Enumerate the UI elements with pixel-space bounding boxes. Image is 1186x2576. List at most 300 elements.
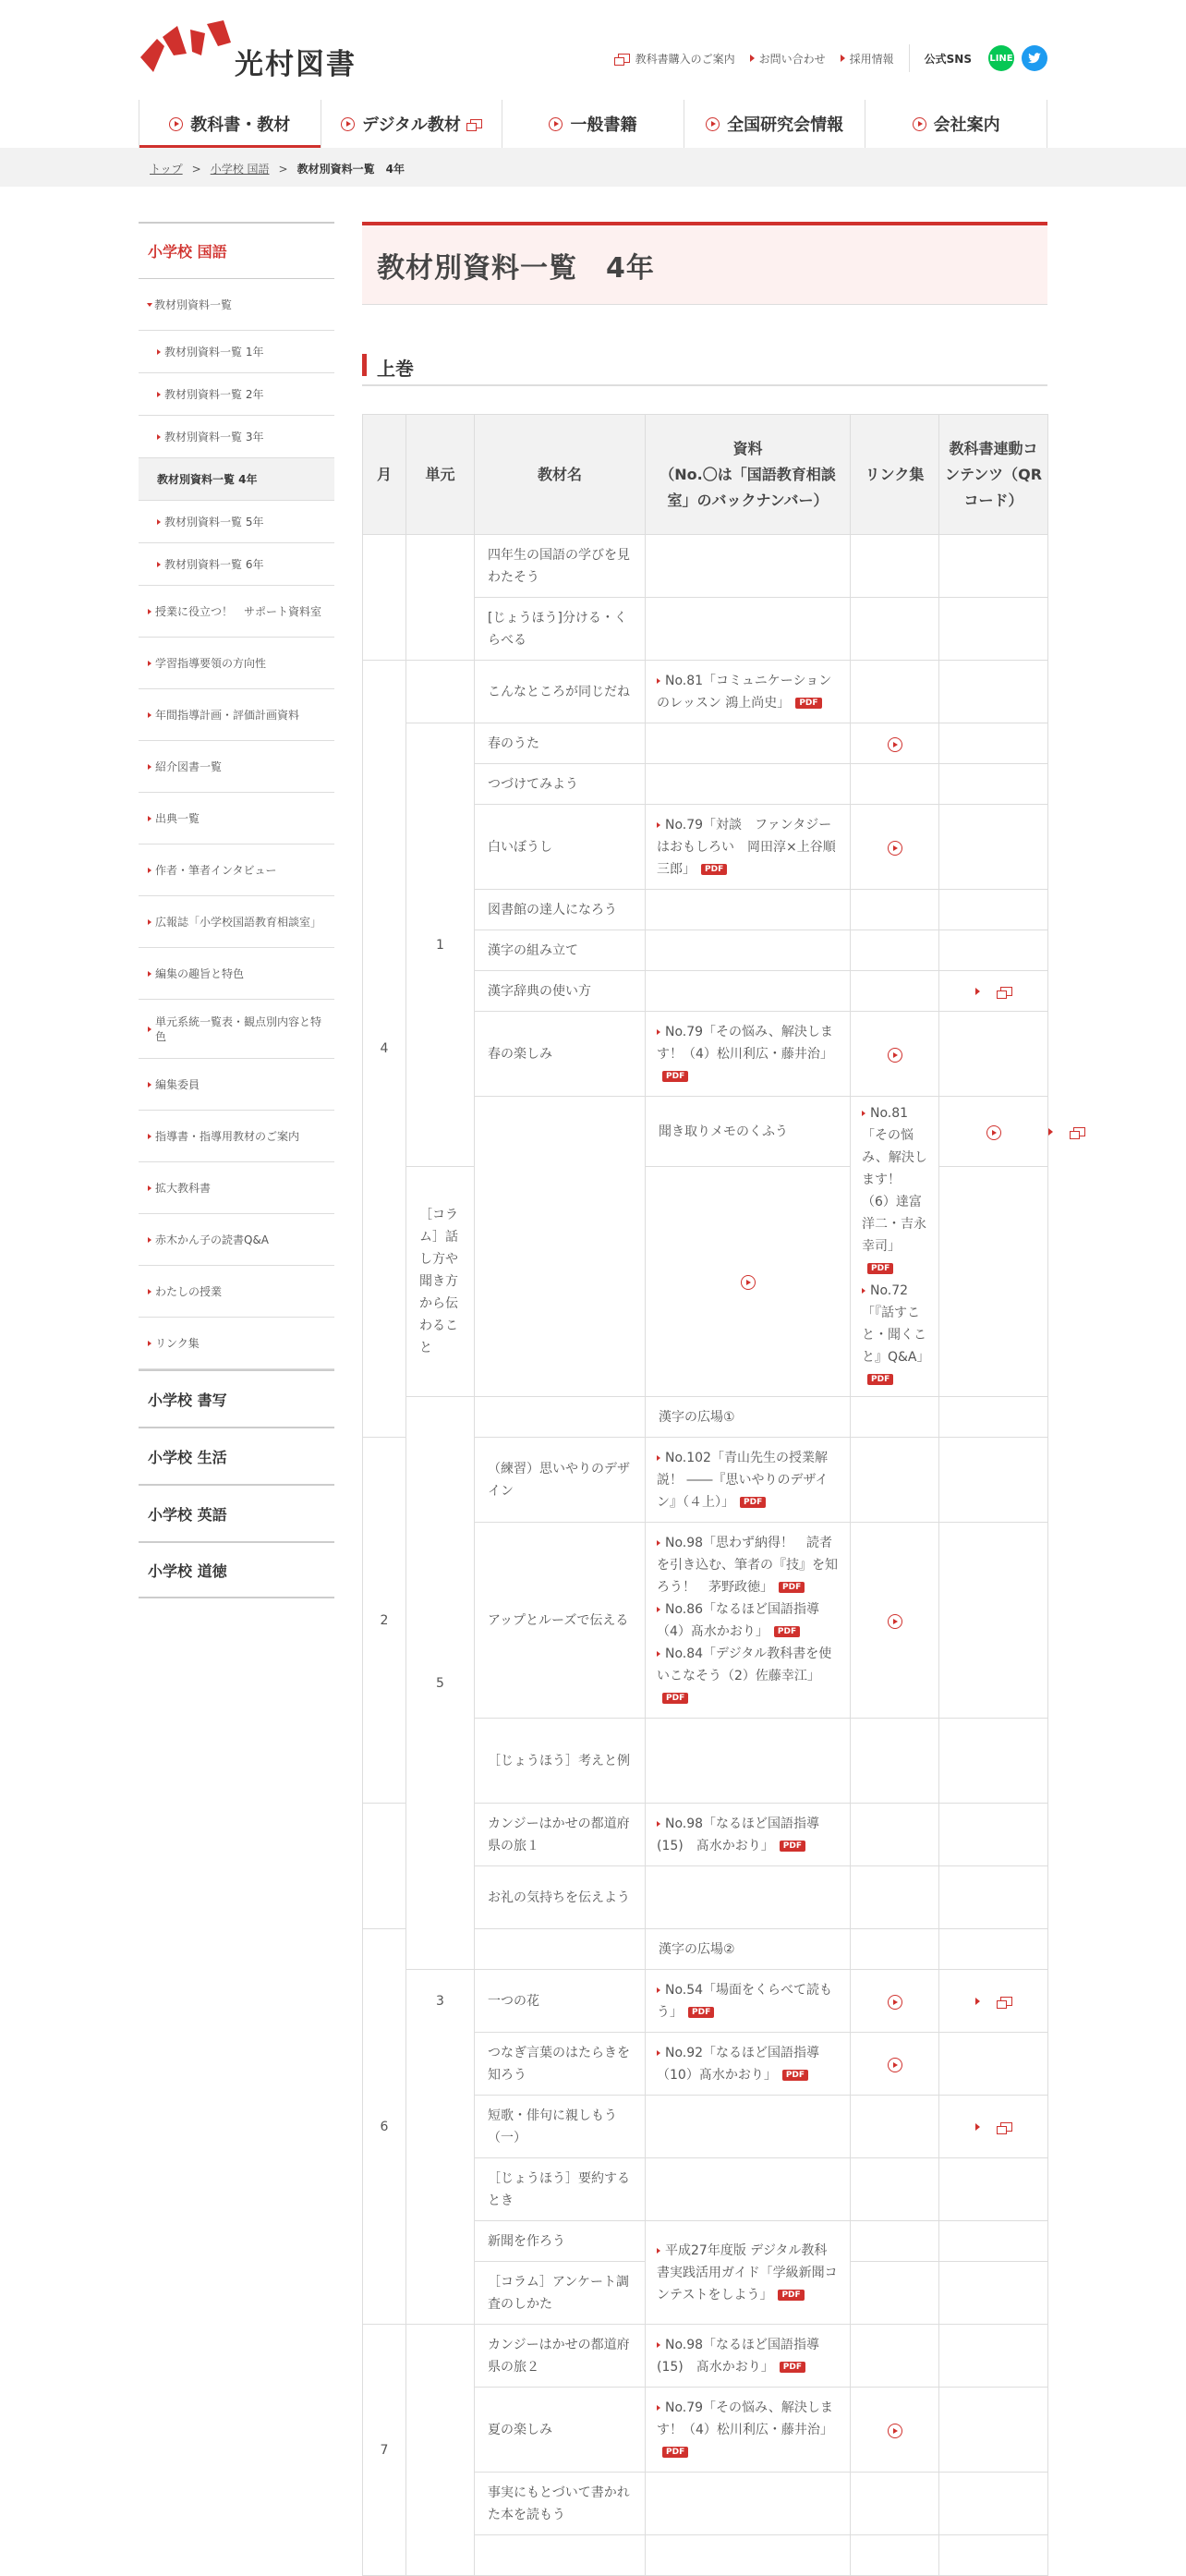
month-cell: 7 — [363, 2325, 406, 2576]
arrow-right-icon — [148, 868, 151, 873]
external-window-icon — [470, 119, 482, 128]
contents-cell — [939, 2535, 1048, 2576]
links-cell — [851, 2388, 939, 2473]
contents-cell — [939, 1167, 1048, 1397]
resource-text: 平成27年度版 デジタル教科書実践活用ガイド「学級新聞コンテストをしよう」 — [657, 2242, 838, 2303]
arrow-right-icon — [862, 1288, 865, 1294]
contact-link[interactable] — [750, 51, 826, 67]
material-cell: カンジーはかせの都道府県の旅２ — [475, 2325, 646, 2388]
table-header-row — [363, 415, 1048, 535]
purchase-guide-link[interactable] — [613, 51, 735, 67]
sidebar-item-grade-6[interactable] — [139, 543, 334, 586]
resource-cell — [851, 1397, 939, 1438]
unit-cell — [406, 2325, 475, 2576]
sidebar-item-label: 教材別資料一覧 5年 — [164, 515, 264, 529]
sidebar-item-teacher-guides[interactable] — [139, 1111, 334, 1162]
resource-text: No.79「その悩み、解決します！（4）松川利広・藤井治」 — [657, 1024, 833, 1062]
links-cell — [851, 1970, 939, 2033]
play-circle-icon[interactable] — [888, 1614, 902, 1629]
qr-content-link[interactable] — [975, 1997, 1012, 2006]
contents-cell — [939, 1523, 1048, 1719]
sidebar-item-reading-qa[interactable] — [139, 1214, 334, 1266]
material-cell: 事実にもとづいて書かれた本を読もう — [475, 2473, 646, 2535]
unit-cell: 2 — [363, 1438, 406, 1804]
material-cell: [じょうほう]分ける・くらべる — [475, 598, 646, 661]
gnav-digital[interactable] — [321, 100, 503, 148]
pdf-icon[interactable]: PDF — [780, 2362, 805, 2373]
external-window-icon — [1000, 1997, 1012, 2006]
material-cell: つなぎ言葉のはたらきを知ろう — [475, 2033, 646, 2096]
resource-text: No.84「デジタル教科書を使いこなそう（2）佐藤幸江」 — [657, 1646, 832, 1683]
contents-cell — [939, 2221, 1048, 2262]
material-cell: 漢字の組み立て — [475, 930, 646, 971]
arrow-right-icon — [657, 2248, 660, 2254]
links-cell — [851, 1438, 939, 1523]
material-cell: ［コラム］アンケート調査のしかた — [475, 2262, 646, 2325]
resource-cell — [646, 598, 851, 661]
circle-arrow-icon — [341, 117, 355, 131]
arrow-right-icon — [657, 1455, 660, 1461]
circle-arrow-icon — [169, 117, 183, 131]
resource-cell — [646, 723, 851, 764]
table-row — [363, 723, 1048, 764]
resource-text: No.72「『話すこと・聞くこと』Q&A」 — [862, 1283, 930, 1365]
material-cell: お礼の気持ちを伝えよう — [475, 1866, 646, 1929]
resource-text: No.98「なるほど国語指導(15) 髙水かおり」 — [657, 1816, 820, 1853]
site-header — [139, 0, 1047, 100]
sidebar-item-grade-1[interactable] — [139, 331, 334, 373]
links-cell — [851, 2473, 939, 2535]
resource-text: No.79「その悩み、解決します！（4）松川利広・藤井治」 — [657, 2400, 833, 2437]
material-cell: 図書館の達人になろう — [475, 890, 646, 930]
month-cell: 6 — [363, 1929, 406, 2325]
links-cell — [851, 1866, 939, 1929]
links-cell — [851, 930, 939, 971]
contents-cell — [939, 1866, 1048, 1929]
gnav-label: 教科書・教材 — [190, 115, 291, 135]
sidebar-item-label: 学習指導要領の方向性 — [155, 656, 267, 670]
links-cell — [939, 1397, 1048, 1438]
materials-table — [362, 414, 1048, 2576]
contents-cell — [939, 598, 1048, 661]
sidebar-item-label: 単元系統一覧表・観点別内容と特色 — [155, 1015, 322, 1043]
pdf-icon[interactable]: PDF — [662, 1693, 688, 1704]
sidebar-item-links[interactable] — [139, 1318, 334, 1369]
contents-cell — [939, 535, 1048, 598]
material-cell: 白いぼうし — [475, 805, 646, 890]
unit-cell — [475, 1929, 646, 1970]
contents-cell — [939, 1012, 1048, 1097]
arrow-right-icon — [657, 1821, 660, 1827]
material-cell: 漢字辞典の使い方 — [475, 971, 646, 1012]
circle-arrow-icon — [913, 117, 926, 131]
sidebar-item-grade-4[interactable] — [139, 458, 334, 501]
resource-link[interactable] — [657, 2400, 833, 2437]
contents-cell — [939, 661, 1048, 723]
arrow-right-icon — [148, 816, 151, 821]
arrow-right-icon — [148, 919, 151, 925]
sidebar-item-grade-3[interactable] — [139, 416, 334, 458]
arrow-right-icon — [1048, 1128, 1053, 1136]
contents-cell — [939, 2325, 1048, 2388]
arrow-right-icon — [148, 712, 151, 718]
resource-cell — [646, 661, 851, 723]
sidebar-item-unit-table[interactable] — [139, 1000, 334, 1059]
table-row — [363, 1970, 1048, 2033]
unit-cell — [406, 661, 475, 723]
links-cell — [939, 1097, 1048, 1167]
col-month: 月 — [363, 415, 406, 535]
play-circle-icon[interactable] — [888, 737, 902, 752]
gnav-research[interactable] — [684, 100, 866, 148]
table-row — [363, 1397, 1048, 1438]
resource-cell — [646, 930, 851, 971]
sidebar-item-sources[interactable] — [139, 793, 334, 844]
resource-cell — [646, 1719, 851, 1804]
contents-cell — [939, 1719, 1048, 1804]
arrow-right-icon — [657, 2405, 660, 2411]
contents-cell — [939, 723, 1048, 764]
month-cell: 5 — [406, 1397, 475, 1970]
sidebar — [139, 222, 334, 1598]
qr-content-link[interactable] — [975, 987, 1012, 996]
arrow-right-icon — [157, 392, 161, 397]
resource-cell — [646, 2388, 851, 2473]
gnav-books[interactable] — [502, 100, 684, 148]
resource-cell — [646, 2096, 851, 2158]
sidebar-item-label: 教材別資料一覧 — [154, 298, 233, 311]
contents-cell — [939, 2033, 1048, 2096]
col-resource: 資料 （No.〇は「国語教育相談室」のバックナンバー） — [646, 415, 851, 535]
sidebar-moral[interactable]: 小学校 道徳 — [139, 1541, 334, 1598]
breadcrumb-sep: > — [191, 163, 201, 176]
resource-link[interactable] — [657, 1646, 831, 1683]
unit-cell — [406, 535, 475, 661]
arrow-right-icon — [148, 1341, 151, 1346]
arrow-right-icon — [657, 678, 660, 684]
sidebar-life[interactable]: 小学校 生活 — [139, 1427, 334, 1484]
sidebar-item-label: リンク集 — [155, 1336, 200, 1350]
resource-cell — [646, 2535, 851, 2576]
play-circle-icon[interactable] — [888, 841, 902, 856]
arrow-right-icon — [157, 349, 161, 355]
sidebar-item-label: 教材別資料一覧 6年 — [164, 557, 264, 571]
arrow-right-icon — [148, 764, 151, 770]
external-window-icon — [1000, 987, 1012, 996]
play-circle-icon[interactable] — [888, 1995, 902, 2010]
sidebar-item-label: 出典一覧 — [155, 811, 200, 825]
contents-cell — [939, 1804, 1048, 1866]
gnav-label: デジタル教材 — [361, 115, 461, 135]
circle-arrow-icon — [549, 117, 563, 131]
contents-cell — [939, 890, 1048, 930]
links-cell — [939, 1929, 1048, 1970]
month-cell: 4 — [363, 661, 406, 1438]
sidebar-english[interactable]: 小学校 英語 — [139, 1484, 334, 1541]
sidebar-title[interactable]: 小学校 国語 — [139, 222, 334, 279]
material-cell: （練習）思いやりのデザイン — [475, 1438, 646, 1523]
arrow-right-icon — [862, 1111, 865, 1116]
resource-link[interactable] — [862, 1283, 930, 1365]
pdf-icon[interactable]: PDF — [778, 2290, 804, 2301]
arrow-right-icon — [657, 822, 660, 828]
sidebar-item-interviews[interactable] — [139, 844, 334, 896]
breadcrumb-home[interactable]: トップ — [150, 163, 183, 176]
section-heading: 上巻 — [362, 349, 1047, 386]
resource-cell — [646, 971, 851, 1012]
sidebar-item-label: 授業に役立つ！ サポート資料室 — [155, 604, 322, 618]
recruit-label: 採用情報 — [849, 52, 894, 66]
external-window-icon — [1000, 2122, 1012, 2132]
arrow-right-icon — [148, 1134, 151, 1139]
material-cell: 春の楽しみ — [475, 1012, 646, 1097]
sidebar-item-label: 年間指導計画・評価計画資料 — [155, 708, 300, 722]
contact-label: お問い合わせ — [758, 52, 826, 66]
table-row — [363, 2325, 1048, 2388]
contents-cell — [939, 2096, 1048, 2158]
resource-cell — [851, 1097, 939, 1397]
breadcrumb-sep: > — [278, 163, 288, 176]
links-cell — [851, 2262, 939, 2325]
resource-link[interactable] — [657, 1025, 833, 1062]
pdf-icon[interactable]: PDF — [867, 1263, 893, 1274]
resource-link[interactable] — [862, 1106, 927, 1254]
site-logo[interactable] — [139, 18, 360, 81]
sidebar-item-my-class[interactable] — [139, 1266, 334, 1318]
resource-cell — [646, 2033, 851, 2096]
contents-cell — [939, 2262, 1048, 2325]
bird-icon — [1028, 53, 1041, 64]
resource-text: No.81「その悩み、解決します！（6）達富洋二・吉永幸司」 — [862, 1106, 927, 1254]
divider — [909, 44, 910, 72]
material-cell: つづけてみよう — [475, 764, 646, 805]
resource-link[interactable] — [657, 1536, 838, 1595]
sidebar-item-label: 紹介図書一覧 — [155, 759, 223, 773]
resource-cell — [646, 1012, 851, 1097]
resource-cell — [646, 1804, 851, 1866]
resource-text: No.92「なるほど国語指導（10）髙水かおり」 — [657, 2045, 820, 2083]
sidebar-item-support[interactable] — [139, 586, 334, 638]
pdf-icon[interactable]: PDF — [740, 1497, 766, 1508]
sidebar-item-label: 拡大教科書 — [155, 1181, 212, 1195]
sidebar-item-guidelines[interactable] — [139, 638, 334, 689]
sidebar-item-label: 教材別資料一覧 3年 — [164, 430, 264, 444]
pdf-icon[interactable]: PDF — [867, 1374, 893, 1385]
sidebar-item-grade-2[interactable] — [139, 373, 334, 416]
unit-cell — [363, 1804, 406, 1929]
resource-link[interactable] — [657, 1983, 832, 2020]
global-nav — [139, 100, 1047, 148]
pdf-icon[interactable]: PDF — [701, 864, 727, 875]
main-content — [362, 222, 1047, 2522]
arrow-right-icon — [657, 2050, 660, 2056]
play-circle-icon[interactable] — [986, 1125, 1001, 1140]
resource-cell — [646, 2473, 851, 2535]
arrow-right-icon — [148, 971, 151, 977]
gnav-textbooks[interactable] — [139, 100, 321, 148]
pdf-icon[interactable]: PDF — [780, 1841, 805, 1852]
sidebar-item-grade-5[interactable] — [139, 501, 334, 543]
arrow-right-icon — [148, 609, 151, 614]
links-cell — [851, 661, 939, 723]
table-row — [363, 661, 1048, 723]
sidebar-item-label: 指導書・指導用教材のご案内 — [155, 1129, 300, 1143]
breadcrumb-current: 教材別資料一覧 4年 — [296, 163, 405, 176]
sidebar-item-label: 作者・筆者インタビュー — [155, 863, 277, 877]
links-cell — [851, 764, 939, 805]
line-icon[interactable]: LINE — [988, 45, 1014, 71]
arrow-right-icon — [975, 2123, 980, 2131]
circle-arrow-icon — [706, 117, 720, 131]
pdf-icon[interactable]: PDF — [774, 1626, 800, 1637]
material-cell: 聞き取りメモのくふう — [646, 1097, 851, 1167]
qr-content-link[interactable] — [1048, 1127, 1085, 1136]
arrow-right-icon — [657, 1987, 660, 1993]
arrow-right-icon — [750, 55, 755, 62]
links-cell — [851, 723, 939, 764]
sidebar-item-label: 赤木かん子の読書Q&A — [155, 1233, 270, 1246]
material-cell: ［コラム］話し方や聞き方から伝わること — [406, 1167, 475, 1397]
sidebar-item-editorial[interactable] — [139, 948, 334, 1000]
twitter-icon[interactable] — [1022, 45, 1047, 71]
arrow-right-icon — [657, 1651, 660, 1657]
external-window-icon — [1073, 1127, 1085, 1136]
pdf-icon[interactable]: PDF — [662, 1071, 688, 1082]
resource-cell — [646, 2158, 851, 2221]
col-contents: 教科書連動コンテンツ（QRコード） — [939, 415, 1048, 535]
sidebar-item-label: 教材別資料一覧 2年 — [164, 387, 264, 401]
logo-mark-icon — [140, 18, 233, 76]
contents-cell — [939, 805, 1048, 890]
month-cell — [363, 535, 406, 661]
page-title: 教材別資料一覧 4年 — [362, 222, 1047, 305]
gnav-company[interactable] — [865, 100, 1047, 148]
unit-cell: 3 — [406, 1970, 475, 2325]
links-cell — [851, 1523, 939, 1719]
recruit-link[interactable] — [841, 51, 894, 67]
resource-text: No.102「青山先生の授業解説！ ――『思いやりのデザイン』（４上）」 — [657, 1450, 829, 1510]
sidebar-item-annual-plan[interactable] — [139, 689, 334, 741]
arrow-right-icon — [148, 1082, 151, 1088]
links-cell — [851, 2096, 939, 2158]
arrow-right-icon — [657, 1029, 660, 1035]
arrow-right-icon — [657, 2342, 660, 2348]
sidebar-calligraphy[interactable]: 小学校 書写 — [139, 1369, 334, 1427]
resource-cell — [646, 2325, 851, 2388]
resource-cell — [646, 2221, 851, 2325]
links-cell — [851, 2325, 939, 2388]
links-cell — [851, 2535, 939, 2576]
chevron-down-icon — [147, 303, 152, 307]
contents-cell — [939, 764, 1048, 805]
sidebar-item-label: 教材別資料一覧 4年 — [157, 472, 258, 486]
pdf-icon[interactable]: PDF — [662, 2447, 688, 2458]
material-cell: 夏の楽しみ — [475, 2388, 646, 2473]
pdf-icon[interactable]: PDF — [779, 1582, 805, 1593]
arrow-right-icon — [975, 1998, 980, 2005]
resource-text: No.86「なるほど国語指導（4）髙水かおり」 — [657, 1601, 820, 1639]
contents-cell — [939, 930, 1048, 971]
material-cell: 漢字の広場① — [646, 1397, 851, 1438]
arrow-right-icon — [148, 1027, 151, 1032]
table-row — [363, 535, 1048, 598]
material-cell: こんなところが同じだね — [475, 661, 646, 723]
unit-cell — [475, 1397, 646, 1438]
sidebar-item-label: わたしの授業 — [155, 1284, 223, 1298]
resource-cell — [646, 890, 851, 930]
links-cell — [851, 890, 939, 930]
external-window-icon — [618, 54, 630, 63]
contents-cell — [939, 1438, 1048, 1523]
resource-link[interactable] — [657, 2243, 838, 2303]
sidebar-item-label: 編集の趣旨と特色 — [155, 966, 245, 980]
pdf-icon[interactable]: PDF — [688, 2007, 714, 2018]
resource-cell — [646, 805, 851, 890]
material-cell: 新聞を作ろう — [475, 2221, 646, 2262]
arrow-right-icon — [148, 1185, 151, 1191]
resource-cell — [646, 1523, 851, 1719]
resource-cell — [646, 535, 851, 598]
links-cell — [851, 2158, 939, 2221]
sidebar-item-label: 編集委員 — [155, 1077, 200, 1091]
material-cell: ［じょうほう］要約するとき — [475, 2158, 646, 2221]
arrow-right-icon — [157, 519, 161, 525]
resource-cell — [646, 1970, 851, 2033]
play-circle-icon[interactable] — [888, 2058, 902, 2072]
links-cell — [851, 535, 939, 598]
resource-cell — [646, 764, 851, 805]
links-cell — [851, 805, 939, 890]
material-cell — [475, 2535, 646, 2576]
sidebar-item-large-print[interactable] — [139, 1162, 334, 1214]
links-cell — [851, 1719, 939, 1804]
contents-cell — [939, 2388, 1048, 2473]
material-cell: アップとルーズで伝える — [475, 1523, 646, 1719]
sidebar-item-label: 広報誌「小学校国語教育相談室」 — [155, 915, 322, 929]
resource-text: No.54「場面をくらべて読もう」 — [657, 1982, 833, 2020]
links-cell — [851, 1012, 939, 1097]
arrow-right-icon — [841, 55, 845, 62]
play-circle-icon[interactable] — [888, 2424, 902, 2438]
sidebar-item-editors[interactable] — [139, 1059, 334, 1111]
sidebar-item-magazine[interactable] — [139, 896, 334, 948]
resource-link[interactable] — [657, 818, 836, 877]
material-cell: 春のうた — [475, 723, 646, 764]
pdf-icon[interactable]: PDF — [795, 698, 821, 709]
resource-text: No.81「コミュニケーションのレッスン 鴻上尚史」 — [657, 673, 832, 711]
resource-cell — [851, 1929, 939, 1970]
sns-label: 公式SNS — [924, 52, 972, 66]
arrow-right-icon — [148, 661, 151, 666]
sidebar-item-label: 教材別資料一覧 1年 — [164, 345, 264, 358]
col-unit: 単元 — [406, 415, 475, 535]
material-cell: 短歌・俳句に親しもう（一） — [475, 2096, 646, 2158]
sidebar-item-material-list[interactable] — [139, 279, 334, 331]
play-circle-icon[interactable] — [888, 1048, 902, 1063]
pdf-icon[interactable]: PDF — [782, 2070, 808, 2081]
material-cell: 四年生の国語の学びを見わたそう — [475, 535, 646, 598]
material-cell: ［じょうほう］考えと例 — [475, 1719, 646, 1804]
links-cell — [851, 598, 939, 661]
sidebar-item-books[interactable] — [139, 741, 334, 793]
gnav-label: 会社案内 — [933, 115, 1000, 135]
play-circle-icon[interactable] — [741, 1275, 756, 1290]
unit-cell: 1 — [406, 723, 475, 1167]
qr-content-link[interactable] — [975, 2122, 1012, 2132]
breadcrumb-parent[interactable]: 小学校 国語 — [210, 163, 270, 176]
material-cell: 一つの花 — [475, 1970, 646, 2033]
links-cell — [851, 2033, 939, 2096]
